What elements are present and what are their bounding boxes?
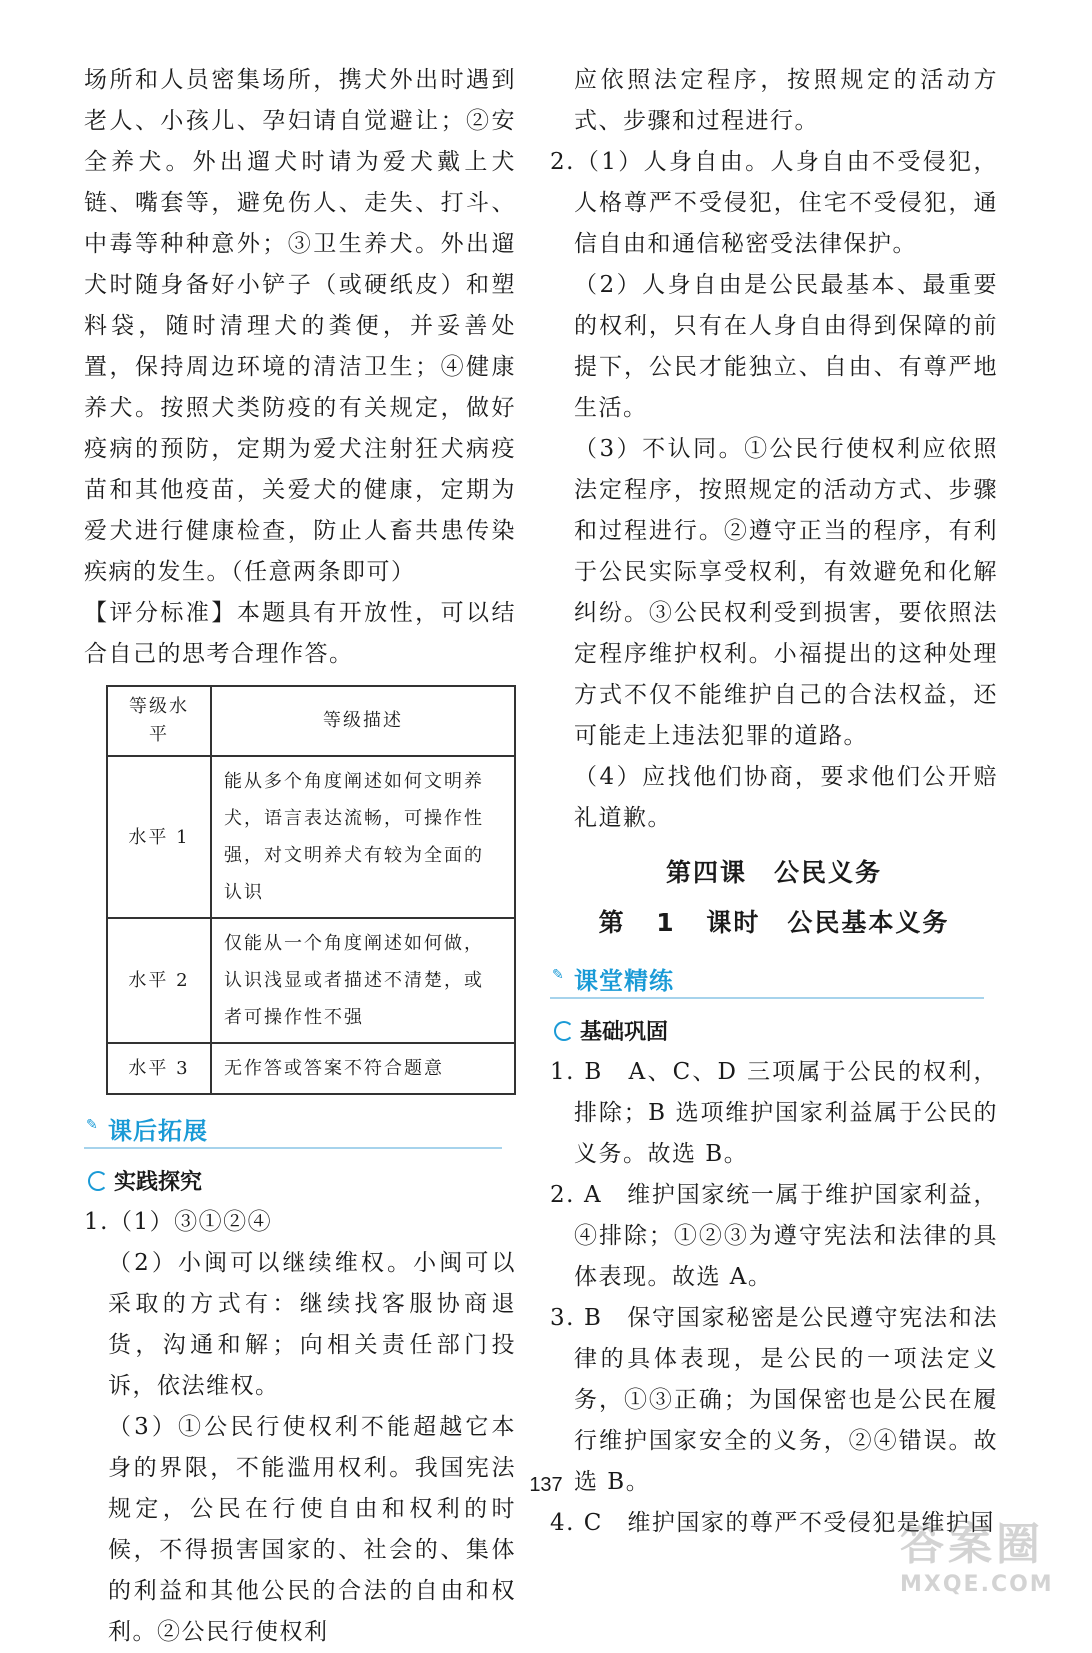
- section-heading-after-class: [84, 1111, 516, 1151]
- table-cell-level: 水平 2: [107, 918, 211, 1043]
- section-heading-in-class: [550, 961, 998, 1001]
- sub-title: 实践探究: [114, 1170, 203, 1195]
- lesson-title: 第四课 公民义务: [665, 858, 882, 887]
- table-row: [107, 1043, 515, 1094]
- swirl-icon: [554, 1021, 574, 1041]
- table-header-desc: 等级描述: [211, 686, 515, 756]
- section-title: 课堂精练: [574, 967, 674, 995]
- answer-item: 3. B 保守国家秘密是公民遵守宪法和法律的具体表现，是公民的一项法定义务，①③正确；为国保密也是公民在履行维护国家安全的义务，②④错误。故选 B。: [550, 1305, 998, 1495]
- answer-item: （4）应找他们协商，要求他们公开赔礼道歉。: [574, 764, 998, 831]
- sub-title: 基础巩固: [580, 1020, 669, 1045]
- section-marker-icon: ✎: [86, 1117, 98, 1133]
- grading-table: [106, 685, 516, 1095]
- swirl-icon: [88, 1171, 108, 1191]
- table-cell-level: 水平 1: [107, 756, 211, 918]
- answer-item: 1. B A、C、D 三项属于公民的权利，排除；B 选项维护国家利益属于公民的义务。故选 B。: [550, 1059, 998, 1167]
- answer-item: （3）①公民行使权利不能超越它本身的界限，不能滥用权利。我国宪法规定，公民在行使自由和权利的时候，不得损害国家的、社会的、集体的利益和其他公民的合法的自由和权利。②公民行使权利: [108, 1414, 516, 1645]
- table-header-row: [107, 686, 515, 756]
- answer-item: （2）人身自由是公民最基本、最重要的权利，只有在人身自由得到保障的前提下，公民才能独立、自由、有尊严地生活。: [574, 272, 998, 421]
- section-divider: [550, 997, 984, 999]
- table-row: [107, 918, 515, 1043]
- section-title: 课后拓展: [108, 1117, 208, 1145]
- page-number: 137: [529, 1474, 563, 1496]
- table-cell-desc: 能从多个角度阐述如何文明养犬，语言表达流畅，可操作性强，对文明养犬有较为全面的认识: [211, 756, 515, 918]
- table-cell-level: 水平 3: [107, 1043, 211, 1094]
- answer-item: 2.（1）人身自由。人身自由不受侵犯，人格尊严不受侵犯，住宅不受侵犯，通信自由和通信秘密受法律保护。: [550, 149, 998, 257]
- answer-continuation: 应依照法定程序，按照规定的活动方式、步骤和过程进行。: [574, 67, 998, 134]
- left-column: [84, 60, 516, 1653]
- answer-item: （3）不认同。①公民行使权利应依照法定程序，按照规定的活动方式、步骤和过程进行。②遵守正当的程序，有利于公民实际享受权利，有效避免和化解纠纷。③公民权利受到损害，要依照法定程序维护权利。小福提出的这种处理方式不仅不能维护自己的合法权益，还可能走上违法犯罪的道路。: [574, 436, 998, 749]
- paragraph-dog-tips: 场所和人员密集场所，携犬外出时遇到老人、小孩儿、孕妇请自觉避让；②安全养犬。外出遛犬时请为爱犬戴上犬链、嘴套等，避免伤人、走失、打斗、中毒等种种意外；③卫生养犬。外出遛犬时随身备好小铲子（或硬纸皮）和塑料袋，随时清理犬的粪便，并妥善处置，保持周边环境的清洁卫生；④健康养犬。按照犬类防疫的有关规定，做好疫病的预防，定期为爱犬注射狂犬病疫苗和其他疫苗，关爱犬的健康，定期为爱犬进行健康检查，防止人畜共患传染疾病的发生。（任意两条即可）: [84, 67, 516, 585]
- watermark-logo: [900, 1508, 1080, 1597]
- table-cell-desc: 仅能从一个角度阐述如何做，认识浅显或者描述不清楚，或者可操作性不强: [211, 918, 515, 1043]
- answer-item: 1.（1）③①②④: [84, 1209, 273, 1235]
- watermark-url: MXQE.COM: [900, 1572, 1054, 1597]
- table-row: [107, 756, 515, 918]
- answer-item: 4. C 维护国家的尊严不受侵犯是维护国: [550, 1510, 995, 1536]
- table-header-level: 等级水平: [107, 686, 211, 756]
- section-divider: [84, 1147, 502, 1149]
- lesson-subtitle: 第 1 课时 公民基本义务: [598, 908, 950, 937]
- right-column: [550, 60, 998, 1544]
- section-marker-icon: ✎: [552, 967, 564, 983]
- answer-item: （2）小闽可以继续维权。小闽可以采取的方式有：继续找客服协商退货，沟通和解；向相关责任部门投诉，依法维权。: [108, 1250, 516, 1399]
- table-cell-desc: 无作答或答案不符合题意: [211, 1043, 515, 1094]
- watermark-text: 答案圈: [900, 1519, 1044, 1570]
- sub-heading-basics: [554, 1015, 998, 1046]
- paragraph-scoring: 【评分标准】本题具有开放性，可以结合自己的思考合理作答。: [84, 600, 516, 667]
- sub-heading-practice: [88, 1165, 516, 1196]
- answer-item: 2. A 维护国家统一属于维护国家利益，④排除；①②③为遵守宪法和法律的具体表现。故选 A。: [550, 1182, 998, 1290]
